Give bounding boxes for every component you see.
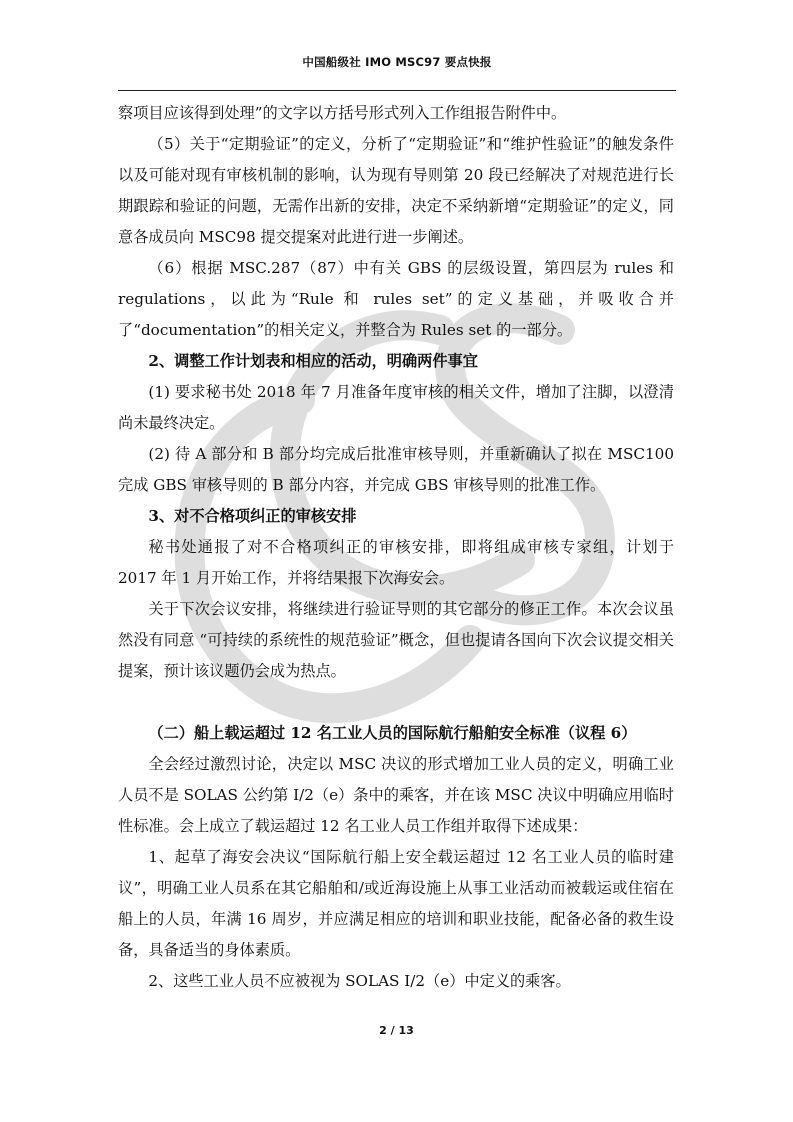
paragraph-item-6: （6）根据 MSC.287（87）中有关 GBS 的层级设置，第四层为 rules 和 regulations，以此为“Rule 和 rules set”的定义基础，并吸收合并了“documentation”的相关定义，并整合为 Rules set 的一部分。 <box>118 259 674 339</box>
header-divider <box>118 90 676 91</box>
paragraph-sub-1: (1) 要求秘书处 2018 年 7 月准备年度审核的相关文件，增加了注脚，以澄清尚未最终决定。 <box>118 383 674 432</box>
section-heading-3: 3、对不合格项纠正的审核安排 <box>148 507 357 525</box>
agenda-heading-6: （二）船上载运超过 12 名工业人员的国际航行船舶安全标准（议程 6） <box>148 724 637 742</box>
page-header: 中国船级社 IMO MSC97 要点快报 <box>302 55 492 69</box>
paragraph-next-meeting: 关于下次会议安排，将继续进行验证导则的其它部分的修正工作。本次会议虽然没有同意 “可持续的系统性的规范验证”概念，但也提请各国向下次会议提交相关提案，预计该议题仍会成为热点。 <box>118 600 674 680</box>
paragraph-sub-2: (2) 待 A 部分和 B 部分均完成后批准审核导则，并重新确认了拟在 MSC100 完成 GBS 审核导则的 B 部分内容，并完成 GBS 审核导则的批准工作。 <box>118 445 674 494</box>
paragraph-result-2: 2、这些工业人员不应被视为 SOLAS I/2（e）中定义的乘客。 <box>148 972 571 990</box>
document-body <box>118 98 674 997</box>
paragraph-continuation: 察项目应该得到处理”的文字以方括号形式列入工作组报告附件中。 <box>118 104 567 122</box>
paragraph-item-5: （5）关于“定期验证”的定义，分析了“定期验证”和“维护性验证”的触发条件以及可能对现有审核机制的影响，认为现有导则第 20 段已经解决了对规范进行长期跟踪和验证的问题，无需作出新的安排，决定不采纳新增“定期验证”的定义，同意各成员向 MSC98 提交提案对此进行进一步阐述。 <box>118 135 674 246</box>
page-number: 2 / 13 <box>379 1024 414 1037</box>
paragraph-result-1: 1、起草了海安会决议“国际航行船上安全载运超过 12 名工业人员的临时建议”，明确工业人员系在其它船舶和/或近海设施上从事工业活动而被载运或住宿在船上的人员，年满 16 周岁，并应满足相应的培训和职业技能，配备必备的救生设备，具备适当的身体素质。 <box>118 848 674 959</box>
section-heading-2: 2、调整工作计划表和相应的活动，明确两件事宜 <box>148 352 478 370</box>
paragraph-audit-arrangement: 秘书处通报了对不合格项纠正的审核安排，即将组成审核专家组，计划于 2017 年 1 月开始工作，并将结果报下次海安会。 <box>118 538 674 587</box>
paragraph-plenary: 全会经过激烈讨论，决定以 MSC 决议的形式增加工业人员的定义，明确工业人员不是 SOLAS 公约第 I/2（e）条中的乘客，并在该 MSC 决议中明确应用临时性标准。会上成立了载运超过 12 名工业人员工作组并取得下述成果： <box>118 755 674 835</box>
blank-line <box>118 687 674 718</box>
